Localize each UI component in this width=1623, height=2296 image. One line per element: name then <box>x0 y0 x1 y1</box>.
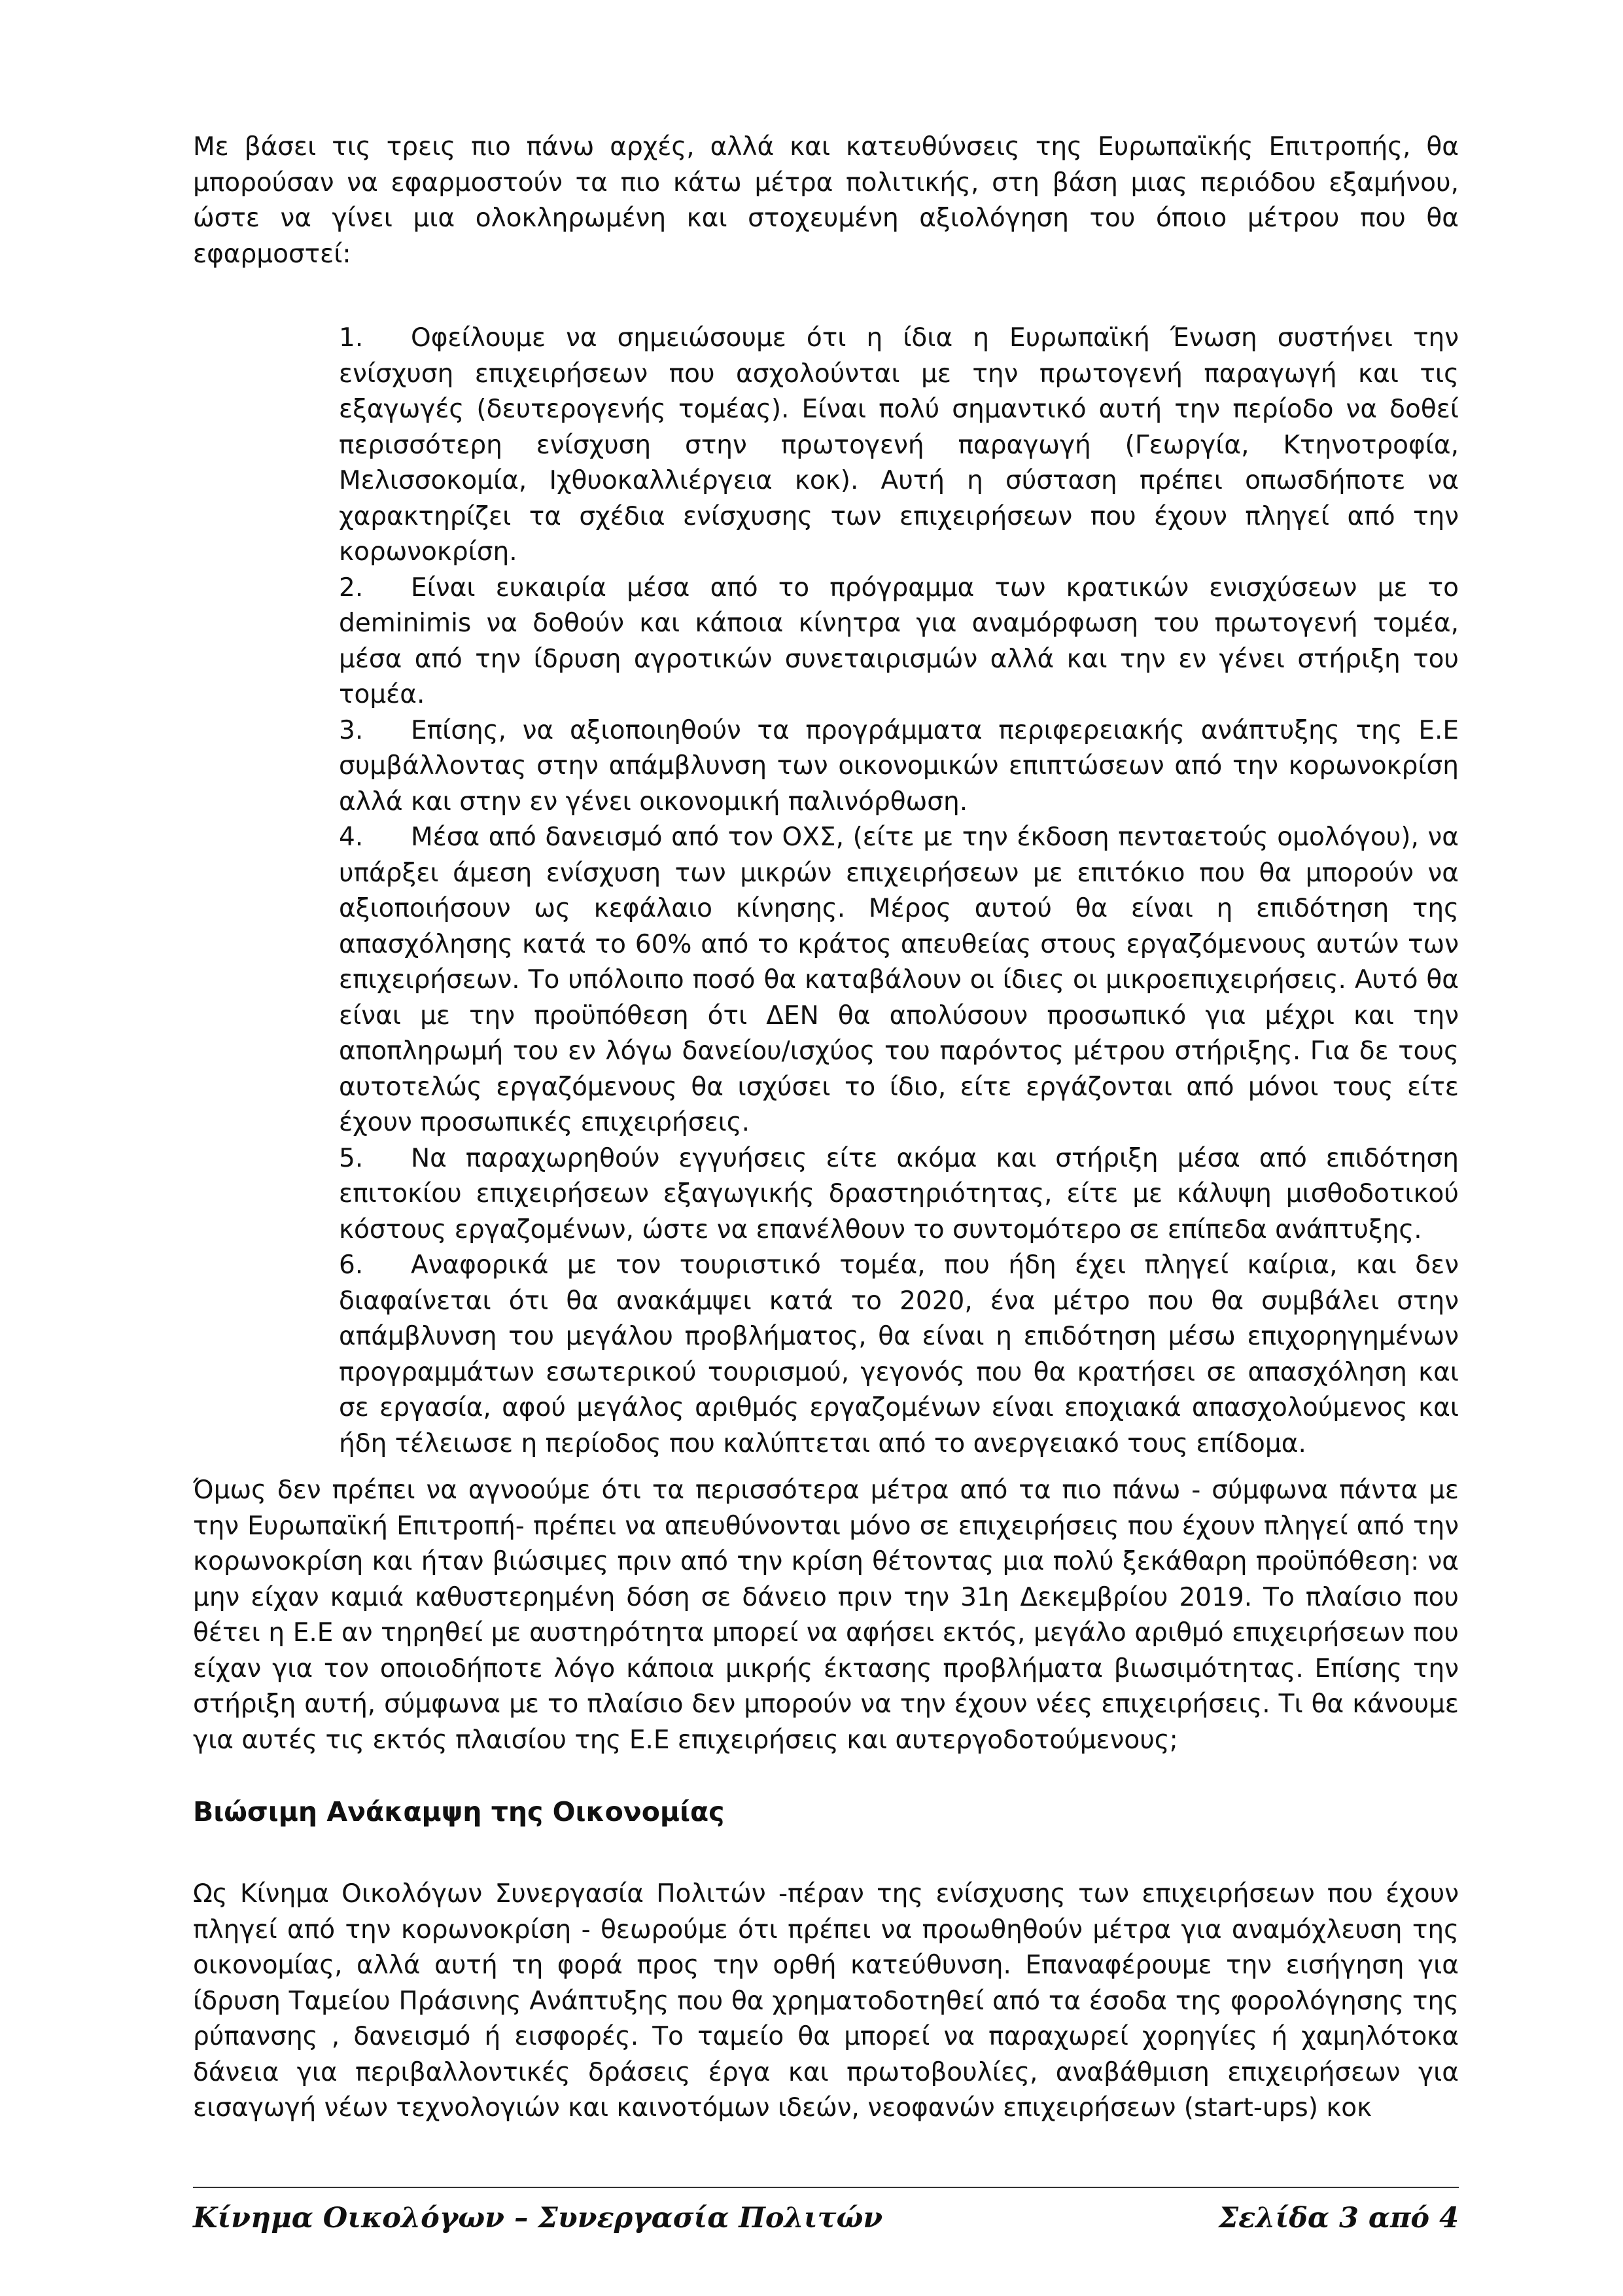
list-item <box>339 321 1459 571</box>
list-item <box>339 1141 1459 1248</box>
page-footer <box>193 2197 1459 2239</box>
list-item-text: Είναι ευκαιρία μέσα από το πρόγραμμα των κρατικών ενισχύσεων με το deminimis να δοθούν και κάποια κίνητρα για αναμόρφωση του πρωτογενή τομέα, μέσα από την ίδρυση αγροτικών συνεταιρισμών αλλά και την εν γένει στήριξη του τομέα. <box>339 573 1459 709</box>
list-item-text: Επίσης, να αξιοποιηθούν τα προγράμματα περιφερειακής ανάπτυξης της Ε.Ε συμβάλλοντας στην απάμβλυνση των οικονομικών επιπτώσεων από την κορωνοκρίση αλλά και στην εν γένει οικονομική παλινόρθωση. <box>339 715 1459 817</box>
list-item-number: 4. <box>339 822 364 852</box>
list-item-text: Οφείλουμε να σημειώσουμε ότι η ίδια η Ευρωπαϊκή Ένωση συστήνει την ενίσχυση επιχειρήσεων που ασχολούνται με την πρωτογενή παραγωγή και τις εξαγωγές (δευτερογενής τομέας). Είναι πολύ σημαντικό αυτή την περίοδο να δοθεί περισσότερη ενίσχυση στην πρωτογενή παραγωγή (Γεωργία, Κτηνοτροφία, Μελισσοκομία, Ιχθυοκαλλιέργεια κοκ). Αυτή η σύσταση πρέπει οπωσδήποτε να χαρακτηρίζει τα σχέδια ενίσχυσης των επιχειρήσεων που έχουν πληγεί από την κορωνοκρίση. <box>339 323 1459 567</box>
list-item-number: 5. <box>339 1143 364 1173</box>
section-heading: Βιώσιμη Ανάκαμψη της Οικονομίας <box>193 1796 725 1828</box>
list-item-number: 2. <box>339 573 364 603</box>
list-item-number: 1. <box>339 323 364 353</box>
list-item-text: Να παραχωρηθούν εγγυήσεις είτε ακόμα και στήριξη μέσα από επιδότηση επιτοκίου επιχειρήσεων εξαγωγικής δραστηριότητας, είτε με κάλυψη μισθοδοτικού κόστους εργαζομένων, ώστε να επανέλθουν το συντομότερο σε επίπεδα ανάπτυξης. <box>339 1143 1459 1245</box>
list-item <box>339 571 1459 713</box>
intro-paragraph: Με βάσει τις τρεις πιο πάνω αρχές, αλλά και κατευθύνσεις της Ευρωπαϊκής Επιτροπής, θα μπορούσαν να εφαρμοστούν τα πιο κάτω μέτρα πολιτικής, στη βάση μιας περιόδου εξαμήνου, ώστε να γίνει μια ολοκληρωμένη και στοχευμένη αξιολόγηση του όποιο μέτρου που θα εφαρμοστεί: <box>193 132 1459 269</box>
list-item-text: Αναφορικά με τον τουριστικό τομέα, που ήδη έχει πληγεί καίρια, και δεν διαφαίνεται ότι θα ανακάμψει κατά το 2020, ένα μέτρο που θα συμβάλει στην απάμβλυνση του μεγάλου προβλήματος, θα είναι η επιδότηση μέσω επιχορηγημένων προγραμμάτων εσωτερικού τουρισμού, γεγονός που θα κρατήσει σε απασχόληση και σε εργασία, αφού μεγάλος αριθμός εργαζομένων είναι εποχιακά απασχολούμενος και ήδη τέλειωσε η περίοδος που καλύπτεται από το ανεργειακό τους επίδομα. <box>339 1250 1459 1458</box>
list-item <box>339 713 1459 821</box>
closing-paragraph: Όμως δεν πρέπει να αγνοούμε ότι τα περισσότερα μέτρα από τα πιο πάνω - σύμφωνα πάντα με την Ευρωπαϊκή Επιτροπή- πρέπει να απευθύνονται μόνο σε επιχειρήσεις που έχουν πληγεί από την κορωνοκρίση και ήταν βιώσιμες πριν από την κρίση θέτοντας μια πολύ ξεκάθαρη προϋπόθεση: να μην είχαν καμιά καθυστερημένη δόση σε δάνειο πριν την 31η Δεκεμβρίου 2019. Το πλαίσιο που θέτει η Ε.Ε αν τηρηθεί με αυστηρότητα μπορεί να αφήσει εκτός, μεγάλο αριθμό επιχειρήσεων που είχαν για τον οποιοδήποτε λόγο κάποια μικρής έκτασης προβλήματα βιωσιμότητας. Επίσης την στήριξη αυτή, σύμφωνα με το πλαίσιο δεν μπορούν να την έχουν νέες επιχειρήσεις. Τι θα κάνουμε για αυτές τις εκτός πλαισίου της Ε.Ε επιχειρήσεις και αυτεργοδοτούμενους; <box>193 1475 1459 1755</box>
list-item-text: Μέσα από δανεισμό από τον ΟΧΣ, (είτε με την έκδοση πενταετούς ομολόγου), να υπάρξει άμεση ενίσχυση των μικρών επιχειρήσεων με επιτόκιο που θα μπορούν να αξιοποιήσουν ως κεφάλαιο κίνησης. Μέρος αυτού θα είναι η επιδότηση της απασχόλησης κατά το 60% από το κράτος απευθείας στους εργαζόμενους αυτών των επιχειρήσεων. Το υπόλοιπο ποσό θα καταβάλουν οι ίδιες οι μικροεπιχειρήσεις. Αυτό θα είναι με την προϋπόθεση ότι ΔΕΝ θα απολύσουν προσωπικό για μέχρι και την αποπληρωμή του εν λόγω δανείου/ισχύος του παρόντος μέτρου στήριξης. Για δε τους αυτοτελώς εργαζόμενους θα ισχύσει το ίδιο, είτε εργάζονται από μόνοι τους είτε έχουν προσωπικές επιχειρήσεις. <box>339 822 1459 1137</box>
section-paragraph: Ως Κίνημα Οικολόγων Συνεργασία Πολιτών -πέραν της ενίσχυσης των επιχειρήσεων που έχουν πληγεί από την κορωνοκρίση - θεωρούμε ότι πρέπει να προωθηθούν μέτρα για αναμόχλευση της οικονομίας, αλλά αυτή τη φορά προς την ορθή κατεύθυνση. Επαναφέρουμε την εισήγηση για ίδρυση Ταμείου Πράσινης Ανάπτυξης που θα χρηματοδοτηθεί από τα έσοδα της φορολόγησης της ρύπανσης , δανεισμό ή εισφορές. Το ταμείο θα μπορεί να παραχωρεί χορηγίες ή χαμηλότοκα δάνεια για περιβαλλοντικές δράσεις έργα και πρωτοβουλίες, αναβάθμιση επιχειρήσεων για εισαγωγή νέων τεχνολογιών και καινοτόμων ιδεών, νεοφανών επιχειρήσεων (start-ups) κοκ <box>193 1879 1459 2123</box>
list-item <box>339 1248 1459 1462</box>
list-item-number: 6. <box>339 1250 364 1280</box>
footer-page-number: Σελίδα 3 από 4 <box>1218 2202 1459 2234</box>
footer-divider <box>193 2187 1459 2188</box>
list-item <box>339 820 1459 1141</box>
policy-measures-list <box>339 321 1459 1462</box>
list-item-number: 3. <box>339 715 364 745</box>
footer-organization: Κίνημα Οικολόγων – Συνεργασία Πολιτών <box>193 2202 883 2234</box>
